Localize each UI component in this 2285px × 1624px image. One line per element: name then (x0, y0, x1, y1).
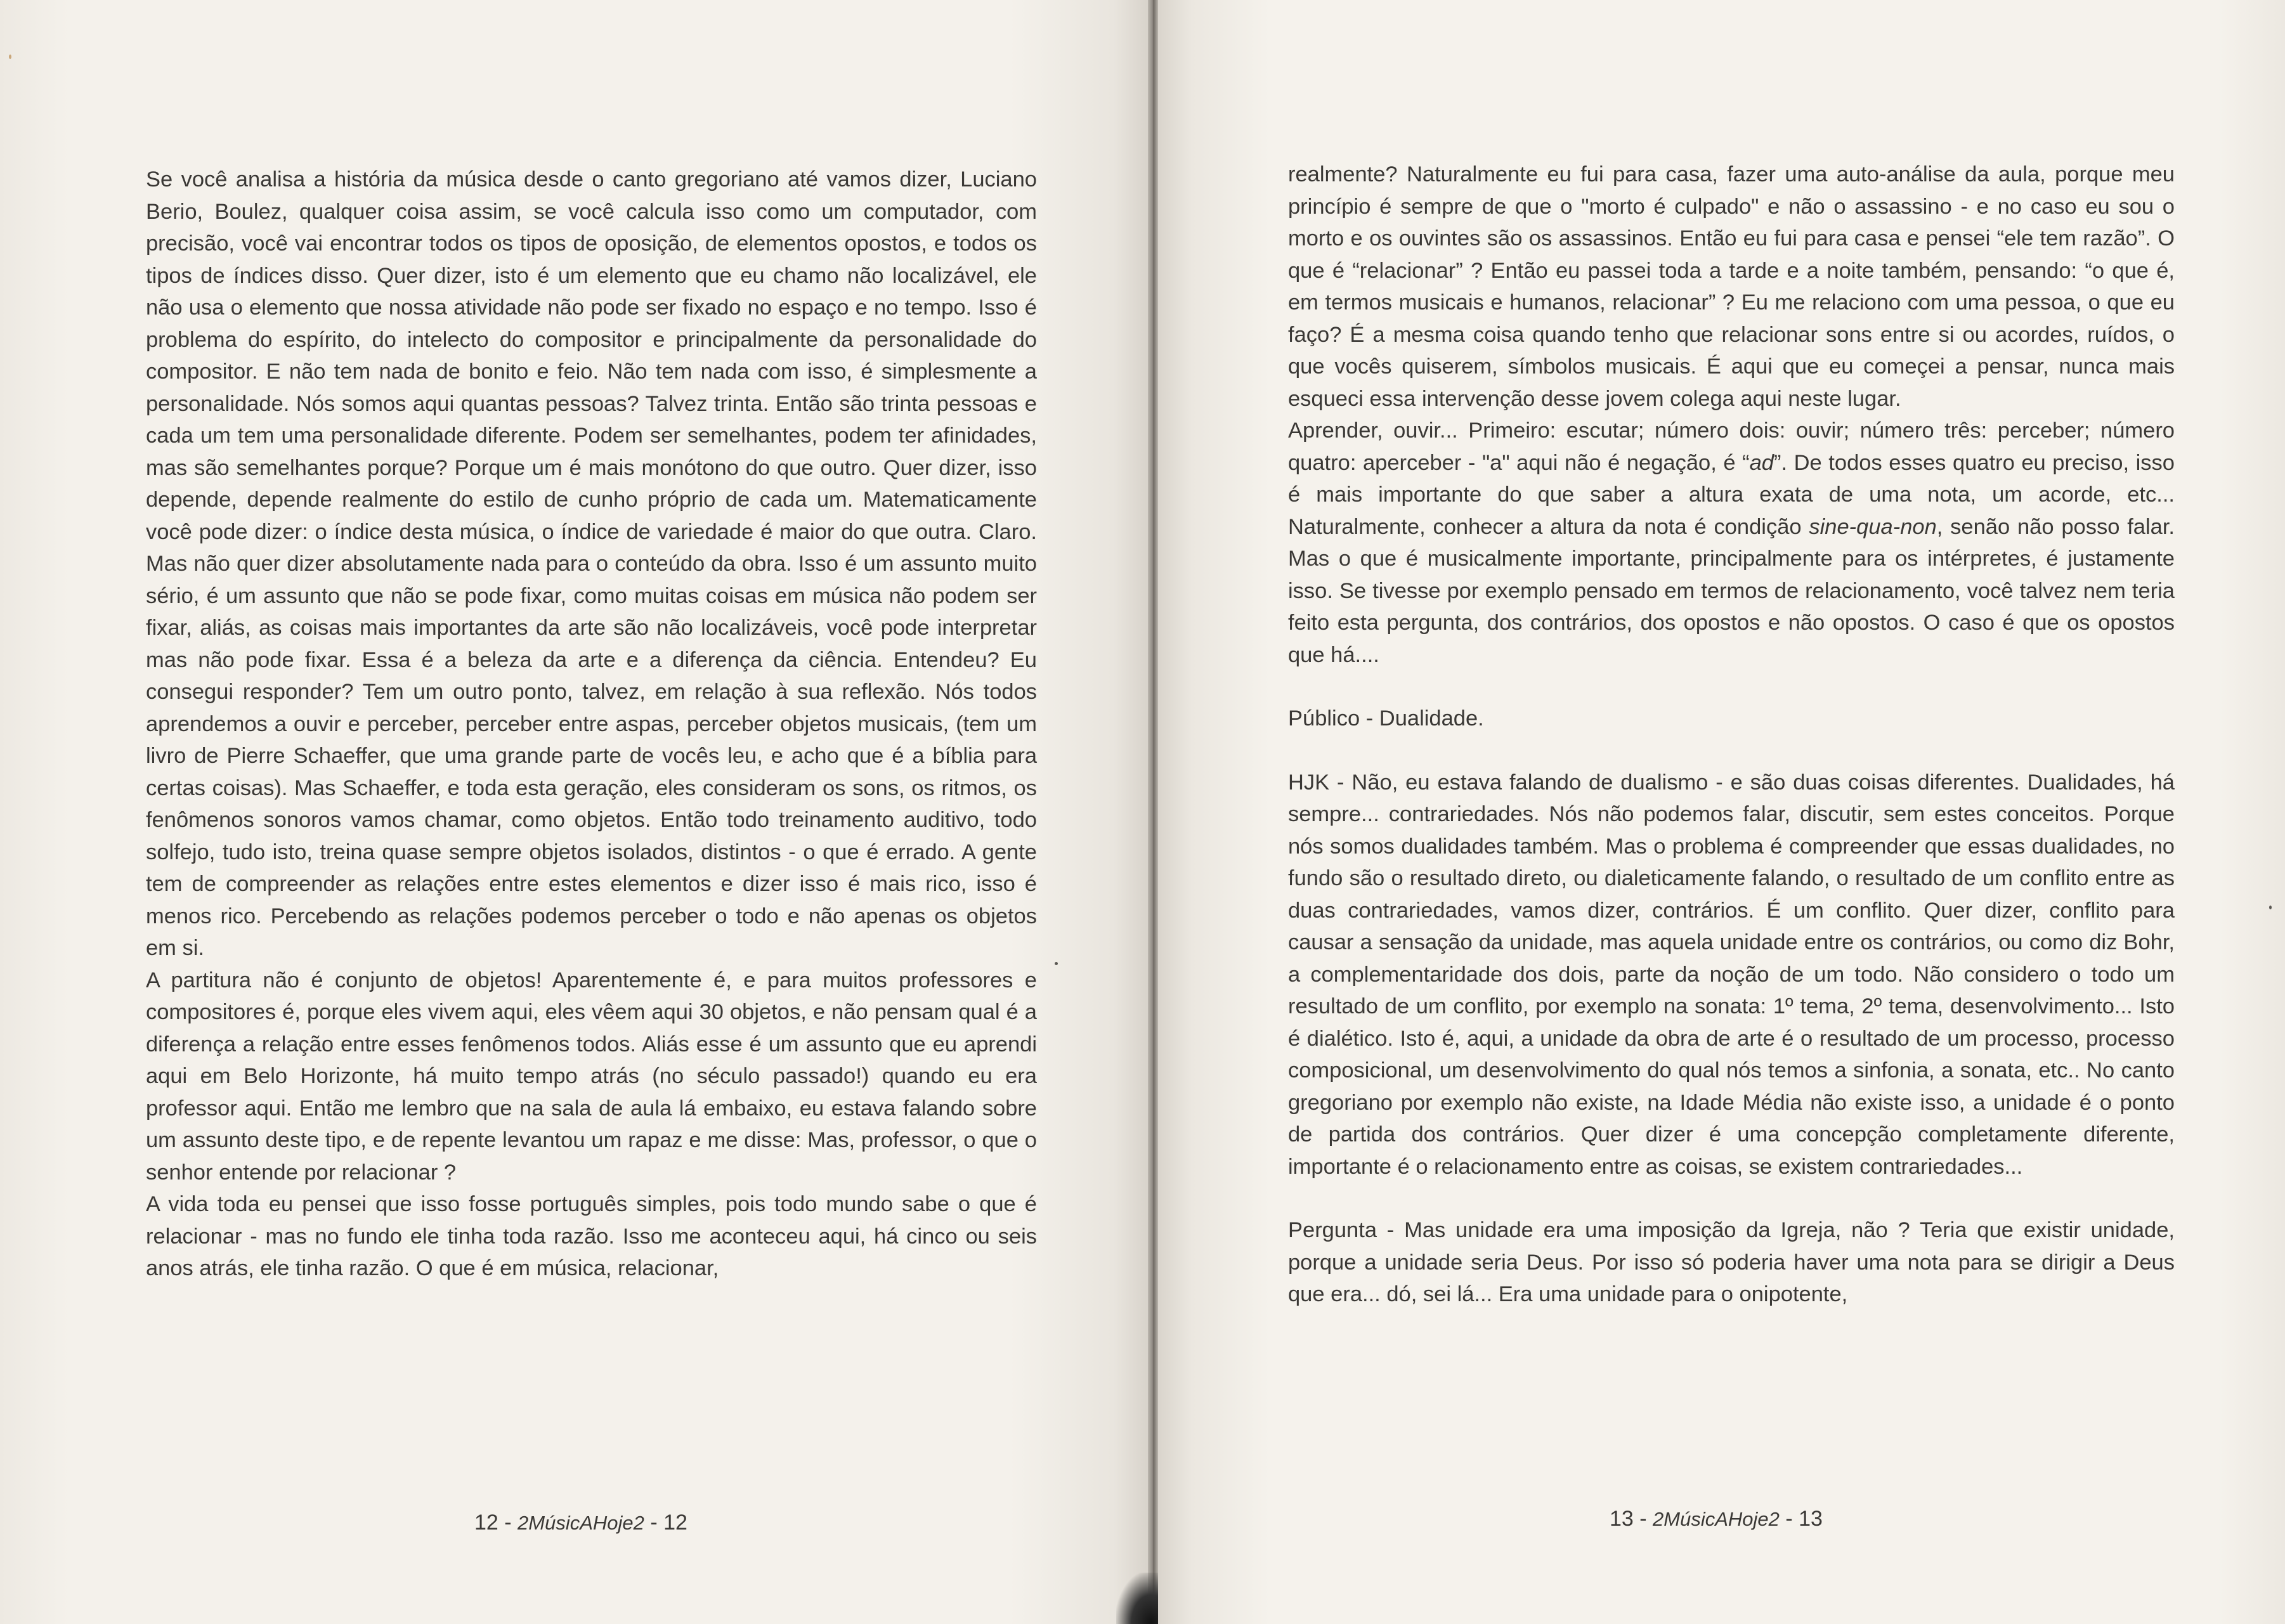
speaker-line: Público - Dualidade. (1288, 706, 1484, 731)
dust-speck (2269, 906, 2272, 909)
paragraph: A vida toda eu pensei que isso fosse português simples, pois todo mundo sabe o que é relacionar - mas no fundo ele tinha toda razão. Isso me aconteceu aqui, há cinco ou seis anos atrás, ele tinha razão. O que é em música, relacionar, (146, 1192, 1037, 1280)
page-number: 12 (663, 1510, 687, 1535)
footer-separator: - (1633, 1507, 1653, 1531)
page-number: 12 (474, 1510, 498, 1535)
right-page-footer (1610, 1507, 1823, 1531)
paragraph: realmente? Naturalmente eu fui para casa, fazer uma auto-análise da aula, porque meu princípio é sempre de que o "morto é culpado" e não o assassino - e no caso eu sou o morto e os ouvintes são os assassinos. Então eu fui para casa e pensei “ele tem razão”. O que é “relacionar” ? Então eu passei toda a tarde e a noite também, pensando: “o que é, em termos musicais e humanos, relacionar” ? Eu me relaciono com uma pessoa, o que eu faço? É a mesma coisa quando tenho que relacionar sons entre si ou acordes, ruídos, o que vocês quiserem, símbolos musicais. É aqui que eu começei a pensar, nunca mais esqueci essa intervenção desse jovem colega aqui neste lugar. (1288, 162, 2175, 411)
book-gutter (1148, 0, 1158, 1624)
paragraph: HJK - Não, eu estava falando de dualismo - e são duas coisas diferentes. Dualidades, há sempre... contrariedades. Nós não podemos falar, discutir, sem estes conceitos. Porque nós somos dualidades também. Mas o problema é compreender que essas dualidades, no fundo são o resultado direto, ou dialeticamente falando, o resultado de um conflito entre as duas contrariedades, vamos dizer, contrários. É um conflito. Quer dizer, conflito para causar a sensação da unidade, mas aquela unidade entre os contrários, ou como diz Bohr, a complementaridade dos dois, parte da noção de um todo. Não considero o todo um resultado de um conflito, por exemplo na sonata: 1º tema, 2º tema, desenvolvimento... Isto é dialético. Isto é, aqui, a unidade da obra de arte é o resultado de um processo, processo composicional, um desenvolvimento do qual nós temos a sinfonia, a sonata, etc.. No canto gregoriano por exemplo não existe, na Idade Média não existe isso, a unidade é o ponto de partida dos contrários. Quer dizer é uma concepção completamente diferente, importante é o relacionamento entre as coisas, se existem contrariedades... (1288, 770, 2175, 1179)
paragraph: Se você analisa a história da música desde o canto gregoriano até vamos dizer, Luciano Berio, Boulez, qualquer coisa assim, se você calcula isso como um computador, com precisão, você vai encontrar todos os tipos de oposição, de elementos opostos, e todos os tipos de índices disso. Quer dizer, isto é um elemento que eu chamo não localizável, ele não usa o elemento que nossa atividade não pode ser fixado no espaço e no tempo. Isso é problema do espírito, do intelecto do compositor e principalmente da personalidade do compositor. E não tem nada de bonito e feio. Não tem nada com isso, é simplesmente a personalidade. Nós somos aqui quantas pessoas? Talvez trinta. Então são trinta pessoas e cada um tem uma personalidade diferente. Podem ser semelhantes, podem ter afinidades, mas são semelhantes porque? Porque um é mais monótono do que outro. Quer dizer, isso depende, depende realmente do estilo de cunho próprio de cada um. Matematicamente você pode dizer: o índice desta música, o índice de variedade é maior do que outra. Claro. Mas não quer dizer absolutamente nada para o conteúdo da obra. Isso é um assunto muito sério, é um assunto que não se pode fixar, como muitas coisas em música não podem ser fixar, aliás, as coisas mais importantes da arte são não localizáveis, você pode interpretar mas não pode fixar. Essa é a beleza da arte e a diferença da ciência. Entendeu? Eu consegui responder? Tem um outro ponto, talvez, em relação à sua reflexão. Nós todos aprendemos a ouvir e perceber, perceber entre aspas, perceber objetos musicais, (tem um livro de Pierre Schaeffer, que uma grande parte de vocês leu, e acho que é a bíblia para certas coisas). Mas Schaeffer, e toda esta geração, eles consideram os sons, os ritmos, os fenômenos sonoros vamos chamar, como objetos. Então todo treinamento auditivo, todo solfejo, tudo isto, treina quase sempre objetos isolados, distintos - o que é errado. A gente tem de compreender as relações entre estes elementos e dizer isso é mais rico, isso é menos rico. Percebendo as relações podemos perceber o todo e não apenas os objetos em si. (146, 167, 1037, 960)
left-page-body (146, 164, 1037, 1285)
right-page-body (1288, 159, 2175, 1311)
footer-separator: - (1779, 1507, 1799, 1531)
paragraph: Aprender, ouvir... Primeiro: escutar; número dois: ouvir; número três: perceber; número quatro: aperceber - "a" aqui não é negação, é “ad”. De todos esses quatro eu preciso, isso é mais importante do que saber a altura exata de uma nota, um acorde, etc... Naturalmente, conhecer a altura da nota é condição sine-qua-non, senão não posso falar. Mas o que é musicalmente importante, principalmente para os intérpretes, é justamente isso. Se tivesse por exemplo pensado em termos de relacionamento, você talvez nem teria feito esta pergunta, dos contrários, dos opostos e não opostos. O caso é que os opostos que há.... (1288, 419, 2175, 667)
paragraph: Pergunta - Mas unidade era uma imposição da Igreja, não ? Teria que existir unidade, porque a unidade seria Deus. Por isso só poderia haver uma nota para se dirigir a Deus que era... dó, sei lá... Era uma unidade para o onipotente, (1288, 1218, 2175, 1306)
footer-separator: - (644, 1510, 664, 1535)
journal-name: 2MúsicAHoje2 (1653, 1508, 1780, 1530)
dust-speck (1055, 962, 1058, 965)
journal-name: 2MúsicAHoje2 (518, 1512, 644, 1534)
page-number: 13 (1799, 1507, 1823, 1531)
paragraph: A partitura não é conjunto de objetos! Aparentemente é, e para muitos professores e compositores é, porque eles vivem aqui, eles vêem aqui 30 objetos, e não pensam qual é a diferença a relação entre esses fenômenos todos. Aliás esse é um assunto que eu aprendi aqui em Belo Horizonte, há muito tempo atrás (no século passado!) quando eu era professor aqui. Então me lembro que na sala de aula lá embaixo, eu estava falando sobre um assunto deste tipo, e de repente levantou um rapaz e me disse: Mas, professor, o que o senhor entende por relacionar ? (146, 968, 1037, 1185)
page-number: 13 (1610, 1507, 1634, 1531)
dust-speck (9, 55, 11, 59)
italic-term: sine-qua-non (1809, 514, 1937, 539)
left-page-footer (474, 1510, 687, 1535)
footer-separator: - (498, 1510, 518, 1535)
italic-term: ad (1749, 450, 1774, 475)
